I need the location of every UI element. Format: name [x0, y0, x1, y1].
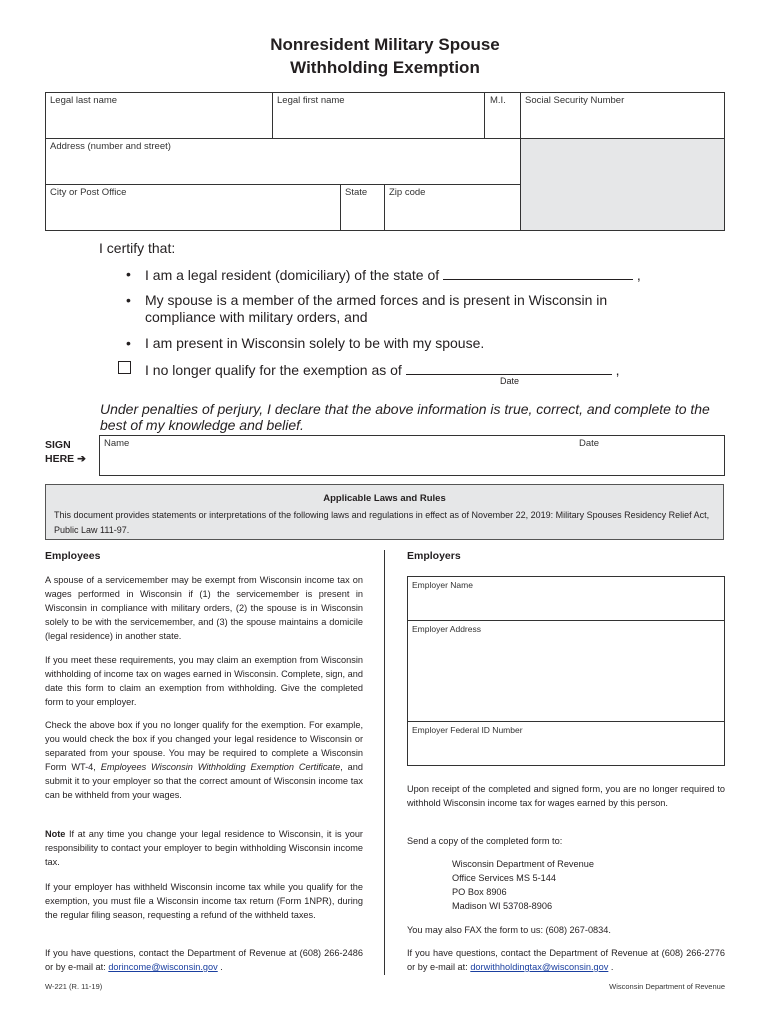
form-title-line1: Nonresident Military Spouse — [270, 35, 500, 54]
state-of-residence-input[interactable] — [443, 266, 633, 280]
legal-first-name-label: Legal first name — [277, 95, 345, 106]
sign-here-label — [45, 438, 86, 466]
sign-text: SIGN — [45, 439, 71, 451]
address-field[interactable] — [46, 139, 520, 184]
employees-para-1: A spouse of a servicemember may be exempt from Wisconsin income tax on wages performed in Wisconsin if (1) the servicemember is present in Wisconsin in compliance with military orders, (2) the spouse is in Wisconsin solely to be with the servicemember, and (3) the spouse maintains a domicile (legal residence) in another state. — [45, 575, 363, 641]
ssn-label: Social Security Number — [525, 95, 625, 106]
no-longer-qualify-row — [145, 361, 685, 379]
note-text: If at any time you change your legal residence to Wisconsin, it is your responsibility to contact your employer to begin withholding Wisconsin income tax. — [45, 829, 363, 867]
zip-field[interactable] — [385, 185, 520, 230]
ssn-gray-area — [521, 139, 724, 230]
city-field[interactable] — [46, 185, 340, 230]
employees-para-5: If your employer has withheld Wisconsin income tax while you qualify for the exemption, you must file a Wisconsin income tax return (Form 1NPR), during the regular filing season, requesting a refund of the withheld taxes. — [45, 882, 363, 920]
perjury-statement: Under penalties of perjury, I declare that the above information is true, correct, and complete to the best of my knowledge and belief. — [100, 401, 710, 433]
no-longer-qualify-checkbox[interactable] — [118, 361, 131, 374]
employers-para-1: Upon receipt of the completed and signed form, you are no longer required to withhold Wisconsin income tax for wages earned by this person. — [407, 784, 725, 808]
bullet-marker: • — [126, 266, 131, 282]
state-field[interactable] — [341, 185, 384, 230]
ssn-field[interactable] — [521, 93, 724, 138]
address-line-1: Wisconsin Department of Revenue — [452, 859, 594, 869]
employees-contact-text: If you have questions, contact the Department of Revenue at (608) 266-2486 or by e-mail at: — [45, 948, 363, 972]
employees-contact — [45, 946, 363, 974]
address-line-3: PO Box 8906 — [452, 887, 507, 897]
here-row — [45, 452, 86, 466]
agency-name: Wisconsin Department of Revenue — [609, 982, 725, 991]
employees-heading: Employees — [45, 550, 101, 562]
address-label: Address (number and street) — [50, 141, 171, 152]
applicable-laws-text: This document provides statements or interpretations of the following laws and regulations in effect as of November 22, 2019: Military Spouses Residency Relief Act, Public Law 111-97. — [54, 510, 710, 535]
certify-intro: I certify that: — [99, 240, 176, 256]
employer-fein-field[interactable] — [408, 722, 724, 765]
signature-box[interactable] — [99, 435, 725, 476]
address-line-4: Madison WI 53708-8906 — [452, 901, 553, 911]
state-label: State — [345, 187, 368, 198]
bullet-marker: • — [126, 335, 131, 351]
employers-fax: You may also FAX the form to us: (608) 267-0834. — [407, 925, 611, 935]
legal-first-name-field[interactable] — [273, 93, 484, 138]
no-longer-qualify-date-input[interactable] — [406, 361, 612, 375]
employer-address-label: Employer Address — [412, 624, 481, 634]
comma: , — [636, 267, 641, 283]
column-divider — [384, 550, 385, 975]
bullet-marker: • — [126, 292, 131, 308]
here-text: HERE — [45, 453, 75, 465]
period: . — [217, 962, 223, 972]
period: . — [608, 962, 614, 972]
employers-heading: Employers — [407, 550, 461, 562]
zip-label: Zip code — [389, 187, 426, 198]
bullet-state-residency — [145, 266, 685, 284]
bullet-military-orders-line2: compliance with military orders, and — [145, 309, 368, 325]
middle-initial-field[interactable] — [485, 93, 520, 138]
signature-name-label: Name — [104, 438, 130, 449]
employees-para-2: If you meet these requirements, you may claim an exemption from Wisconsin withholding of income tax on wages earned in Wisconsin. Complete, sign, and date this form to claim an exemption from withholding. Give the completed form to your employer. — [45, 655, 363, 707]
employees-para-3b: , and submit it to your employer so that the correct amount of Wisconsin income tax can be withheld from your wages. — [45, 762, 363, 800]
employer-address-field[interactable] — [408, 621, 724, 721]
employees-note — [45, 827, 363, 869]
employers-send-copy: Send a copy of the completed form to: — [407, 836, 563, 846]
employees-email-link[interactable]: dorincome@wisconsin.gov — [108, 962, 218, 972]
note-label: Note — [45, 829, 66, 839]
city-label: City or Post Office — [50, 187, 127, 198]
bullet-military-orders-line1: My spouse is a member of the armed forces and is present in Wisconsin in — [145, 292, 608, 308]
mailing-address — [452, 857, 712, 913]
form-title-line2: Withholding Exemption — [290, 58, 480, 77]
comma: , — [615, 362, 620, 378]
address-line-2: Office Services MS 5-144 — [452, 873, 556, 883]
wt4-title: Employees Wisconsin Withholding Exemption Certificate — [100, 762, 341, 772]
employers-contact — [407, 946, 725, 974]
applicable-laws-title: Applicable Laws and Rules — [323, 493, 446, 504]
form-id: W-221 (R. 11-19) — [45, 982, 103, 991]
no-longer-qualify-text: I no longer qualify for the exemption as of — [145, 362, 402, 378]
employers-contact-text: If you have questions, contact the Department of Revenue at (608) 266-2776 or by e-mail at: — [407, 948, 725, 972]
employees-para-3 — [45, 718, 363, 802]
employees-para-3a: Check the above box if you no longer qualify for the exemption. For example, you would check the box if you changed your legal residence to Wisconsin or separated from your spouse. You may be required to complete a Wisconsin Form WT-4, — [45, 720, 363, 772]
legal-last-name-field[interactable] — [46, 93, 272, 138]
bullet-present-with-spouse: I am present in Wisconsin solely to be with my spouse. — [145, 335, 485, 351]
signature-date-label: Date — [579, 438, 600, 449]
date-caption: Date — [500, 376, 520, 386]
applicable-laws-box — [45, 484, 724, 540]
arrow-right-icon: ➔ — [77, 453, 86, 465]
middle-initial-label: M.I. — [490, 95, 506, 106]
employer-name-label: Employer Name — [412, 580, 473, 590]
employers-email-link[interactable]: dorwithholdingtax@wisconsin.gov — [470, 962, 609, 972]
employer-name-field[interactable] — [408, 577, 724, 620]
bullet-state-residency-text: I am a legal resident (domiciliary) of the state of — [145, 267, 440, 283]
employer-fein-label: Employer Federal ID Number — [412, 725, 523, 735]
legal-last-name-label: Legal last name — [50, 95, 118, 106]
